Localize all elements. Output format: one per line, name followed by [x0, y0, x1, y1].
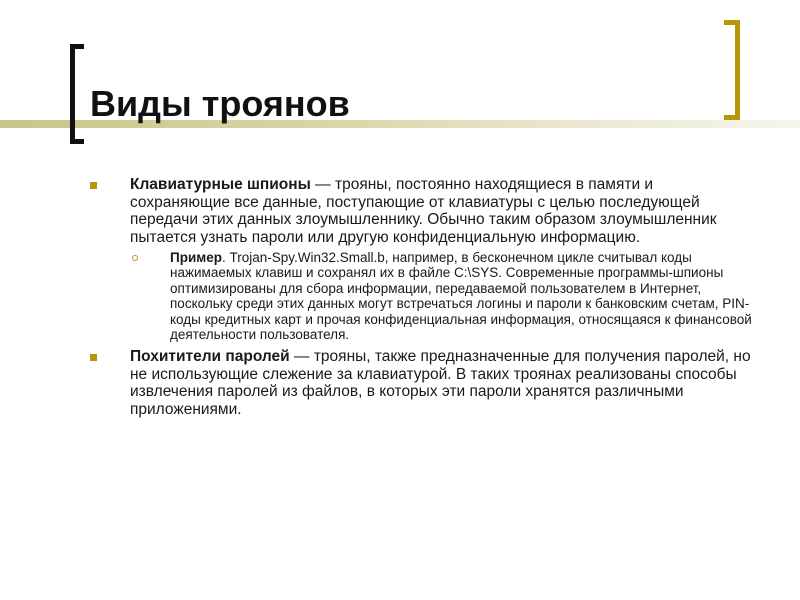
sub-bullet-item-example: [130, 250, 752, 342]
bullet-text: [130, 348, 752, 418]
right-bracket-decor: [724, 20, 740, 120]
sub-bullet-text: [170, 250, 752, 342]
sub-bullet-term: Пример: [170, 250, 222, 265]
square-bullet-icon: [90, 182, 97, 189]
bullet-term: Похитители паролей: [130, 348, 290, 366]
bullet-item-password-stealers: [88, 348, 752, 418]
slide-title: Виды троянов: [90, 83, 350, 124]
bullet-description: — трояны, постоянно находящиеся в памяти и сохраняющие все данные, поступающие от клавиатуры с целью последующей передачи этих данных злоумышленнику. Обычно таким образом злоумышленник пытается узнать пароли или другую конфиденциальную информацию.: [130, 176, 717, 246]
bullet-item-keyloggers: [88, 176, 752, 342]
bullet-text: [130, 176, 752, 246]
left-bracket-decor: [70, 44, 84, 144]
square-bullet-icon: [90, 354, 97, 361]
bullet-term: Клавиатурные шпионы: [130, 176, 311, 193]
circle-bullet-icon: [132, 255, 138, 261]
bullet-description: — трояны, также предназначенные для получения паролей, но не использующие слежение за клавиатурой. В таких троянах реализованы способы извлечения паролей из файлов, в которых эти пароли хранятся различными приложениями.: [130, 348, 751, 418]
slide-content: [88, 176, 752, 420]
sub-bullet-description: . Trojan-Spy.Win32.Small.b, например, в бесконечном цикле считывал коды нажимаемых клавиш и сохранял их в файле C:\SYS. Современные программы-шпионы оптимизированы для сбора информации, передаваемой пользователем в Интернет, поскольку среди этих данных могут встречаться логины и пароли к банковским счетам, PIN-коды кредитных карт и прочая конфиденциальная информация, относящаяся к финансовой деятельности пользователя.: [170, 250, 752, 343]
